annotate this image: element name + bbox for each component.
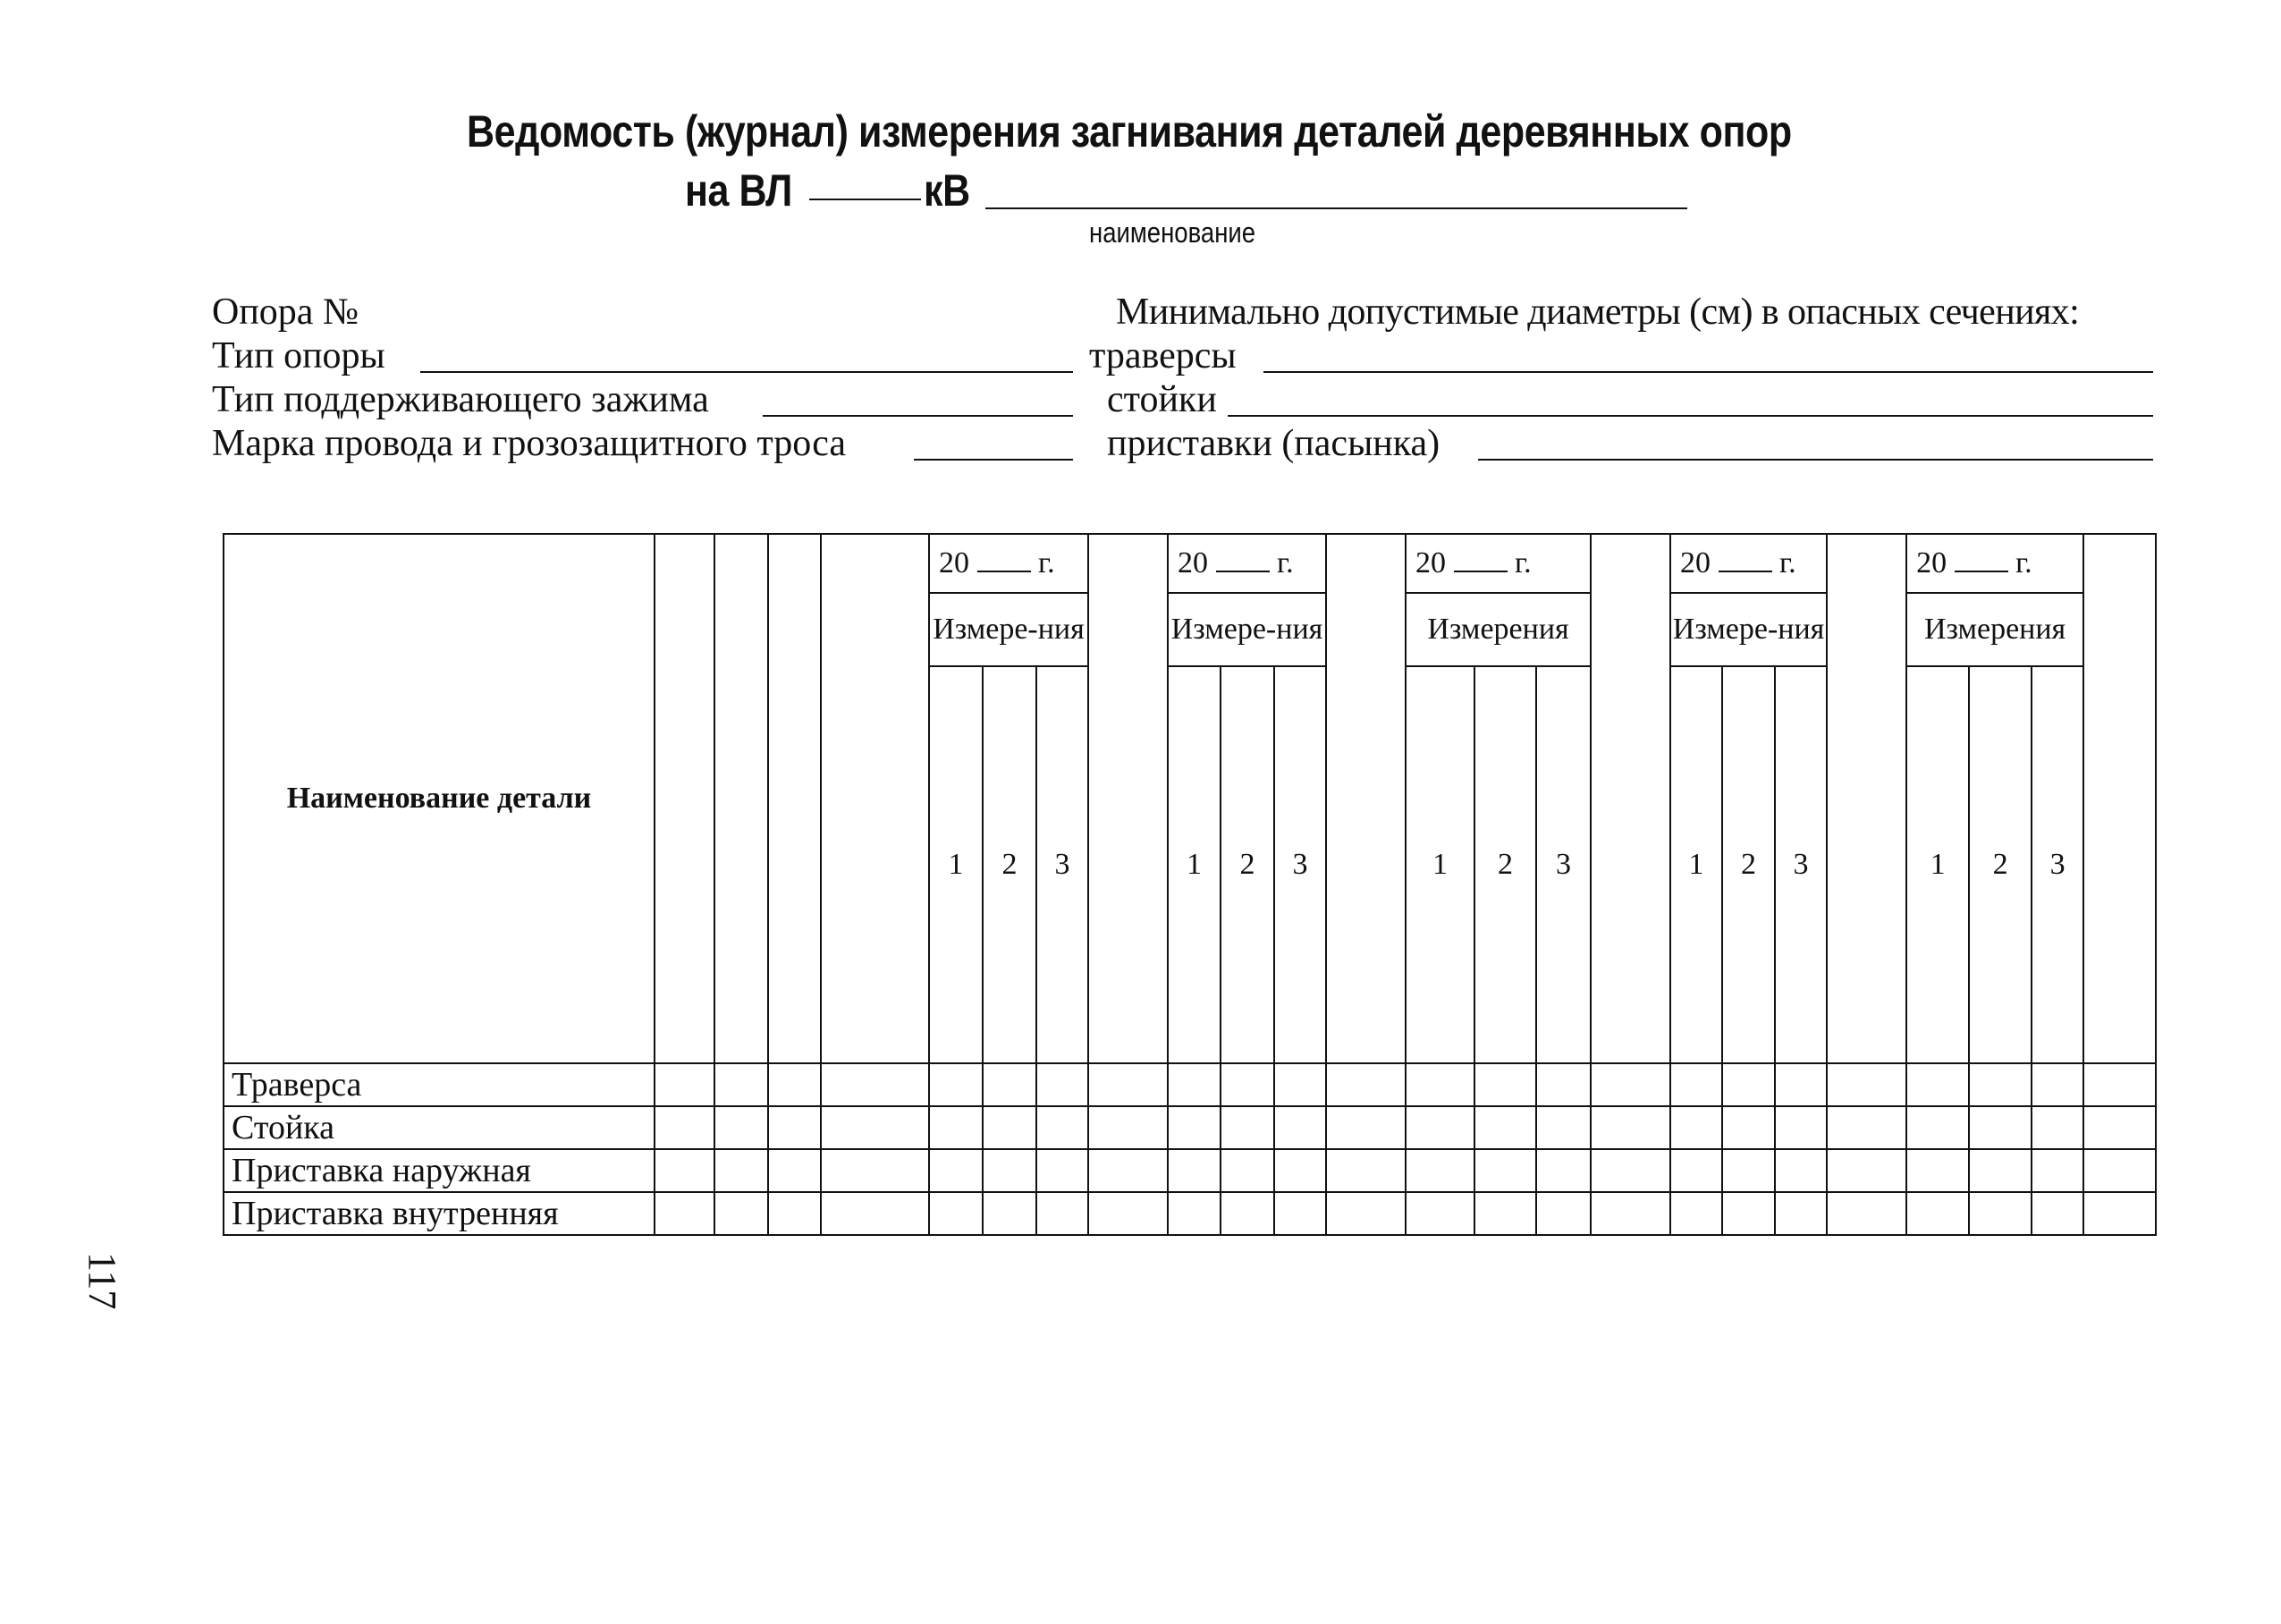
entry-cell[interactable] [1274,1192,1326,1235]
entry-cell[interactable] [1274,1063,1326,1106]
entry-cell[interactable] [2032,1063,2083,1106]
entry-cell[interactable] [1274,1149,1326,1192]
entry-cell[interactable] [1536,1063,1591,1106]
entry-cell[interactable] [1168,1106,1221,1149]
entry-cell[interactable] [1722,1063,1775,1106]
entry-cell[interactable] [768,1063,821,1106]
entry-cell[interactable] [1775,1106,1827,1149]
field-clamp-type: Тип поддерживающего зажима [212,379,709,420]
measurements-header-2: Измере-ния [1168,593,1326,666]
entry-cell[interactable] [768,1106,821,1149]
entry-cell[interactable] [655,1192,714,1235]
entry-cell[interactable] [1591,1106,1670,1149]
measure-num: 1 [1406,666,1474,1063]
measure-num: 2 [1722,666,1775,1063]
entry-cell[interactable] [1827,1149,1906,1192]
entry-cell[interactable] [768,1192,821,1235]
field-support-type: Тип опоры [212,335,385,376]
entry-cell[interactable] [1221,1192,1274,1235]
measure-num: 3 [2032,666,2083,1063]
entry-cell[interactable] [1591,1192,1670,1235]
line-name-blank [985,207,1687,209]
entry-cell[interactable] [1326,1106,1406,1149]
name-caption: наименование [1089,216,1256,249]
header-healthy-diameter-3 [1591,534,1670,1063]
entry-cell[interactable] [1326,1149,1406,1192]
measurements-header-4: Измере-ния [1670,593,1827,666]
entry-cell[interactable] [768,1149,821,1192]
entry-cell[interactable] [655,1063,714,1106]
header-actual-diameter [821,534,929,1063]
entry-cell[interactable] [1406,1106,1474,1149]
header-install-year [714,534,768,1063]
entry-cell[interactable] [1536,1192,1591,1235]
entry-cell[interactable] [1536,1149,1591,1192]
entry-cell[interactable] [983,1192,1036,1235]
row-label: Приставка внутренняя [224,1192,655,1235]
measurements-header-3: Измерения [1406,593,1591,666]
entry-cell[interactable] [1088,1063,1168,1106]
entry-cell[interactable] [1036,1149,1088,1192]
row-label: Приставка наружная [224,1149,655,1192]
entry-cell[interactable] [1906,1063,1969,1106]
entry-cell[interactable] [1088,1149,1168,1192]
table-row [224,1149,2156,1192]
entry-cell[interactable] [1221,1063,1274,1106]
header-part-name: Наименование детали [224,534,655,1063]
entry-cell[interactable] [2032,1149,2083,1192]
entry-cell[interactable] [1406,1149,1474,1192]
entry-cell[interactable] [1536,1106,1591,1149]
entry-cell[interactable] [1168,1192,1221,1235]
entry-cell[interactable] [1722,1149,1775,1192]
header-section-no [768,534,821,1063]
measure-num: 3 [1775,666,1827,1063]
year-header-4: 20 г. [1670,534,1827,593]
entry-cell[interactable] [1274,1106,1326,1149]
page-number: 117 [80,1252,124,1310]
measurements-header-1: Измере-ния [929,593,1088,666]
entry-cell[interactable] [1326,1063,1406,1106]
entry-cell[interactable] [1827,1063,1906,1106]
entry-cell[interactable] [714,1149,768,1192]
year-header-1: 20 г. [929,534,1088,593]
min-diam-heading: Минимально допустимые диаметры (см) в опасных сечениях: [1116,292,2080,333]
measurement-table [223,533,2157,1236]
entry-cell[interactable] [821,1106,929,1149]
entry-cell[interactable] [1969,1106,2032,1149]
entry-cell[interactable] [1474,1063,1536,1106]
wire-grade-blank [914,459,1073,461]
table-row [224,1192,2156,1235]
support-type-blank [420,371,1073,373]
entry-cell[interactable] [2032,1106,2083,1149]
entry-cell[interactable] [1775,1063,1827,1106]
title-line2-prefix: на ВЛ [685,165,792,216]
entry-cell[interactable] [714,1192,768,1235]
entry-cell[interactable] [714,1106,768,1149]
entry-cell[interactable] [1670,1063,1722,1106]
entry-cell[interactable] [983,1149,1036,1192]
entry-cell[interactable] [1906,1106,1969,1149]
clamp-type-blank [763,415,1073,417]
entry-cell[interactable] [929,1106,983,1149]
entry-cell[interactable] [821,1063,929,1106]
field-wire-grade: Марка провода и грозозащитного троса [212,423,847,464]
header-healthy-diameter-5 [2083,534,2156,1063]
entry-cell[interactable] [983,1063,1036,1106]
entry-cell[interactable] [1591,1063,1670,1106]
field-stub: приставки (пасынка) [1107,423,1440,464]
entry-cell[interactable] [1775,1192,1827,1235]
entry-cell[interactable] [655,1149,714,1192]
header-healthy-diameter-1 [1088,534,1168,1063]
entry-cell[interactable] [2083,1063,2156,1106]
entry-cell[interactable] [1168,1063,1221,1106]
entry-cell[interactable] [1474,1106,1536,1149]
entry-cell[interactable] [655,1106,714,1149]
entry-cell[interactable] [1326,1192,1406,1235]
entry-cell[interactable] [1168,1149,1221,1192]
measure-num: 2 [983,666,1036,1063]
row-label: Траверса [224,1063,655,1106]
header-healthy-diameter-2 [1326,534,1406,1063]
entry-cell[interactable] [1969,1192,2032,1235]
measure-num: 2 [1969,666,2032,1063]
header-detail-no [655,534,714,1063]
table-row [224,1063,2156,1106]
entry-cell[interactable] [1775,1149,1827,1192]
entry-cell[interactable] [1969,1063,2032,1106]
entry-cell[interactable] [2032,1192,2083,1235]
stub-blank [1478,459,2153,461]
entry-cell[interactable] [1827,1192,1906,1235]
year-header-3: 20 г. [1406,534,1591,593]
entry-cell[interactable] [1906,1192,1969,1235]
entry-cell[interactable] [1906,1149,1969,1192]
measure-num: 2 [1221,666,1274,1063]
entry-cell[interactable] [929,1192,983,1235]
entry-cell[interactable] [1827,1106,1906,1149]
entry-cell[interactable] [1474,1149,1536,1192]
measurements-header-5: Измерения [1906,593,2083,666]
field-post: стойки [1107,379,1217,420]
entry-cell[interactable] [1036,1063,1088,1106]
entry-cell[interactable] [1221,1149,1274,1192]
measure-num: 3 [1274,666,1326,1063]
year-header-5: 20 г. [1906,534,2083,593]
entry-cell[interactable] [1722,1192,1775,1235]
post-blank [1228,415,2153,417]
field-traverse: траверсы [1089,335,1237,376]
entry-cell[interactable] [1088,1192,1168,1235]
entry-cell[interactable] [1670,1106,1722,1149]
header-healthy-diameter-4 [1827,534,1906,1063]
measure-num: 2 [1474,666,1536,1063]
voltage-blank [809,199,921,200]
entry-cell[interactable] [714,1063,768,1106]
entry-cell[interactable] [1036,1192,1088,1235]
entry-cell[interactable] [1088,1106,1168,1149]
measure-num: 1 [1906,666,1969,1063]
row-label: Стойка [224,1106,655,1149]
entry-cell[interactable] [821,1192,929,1235]
table-row [224,1106,2156,1149]
page-title: Ведомость (журнал) измерения загнивания деталей деревянных опор [467,106,1792,156]
entry-cell[interactable] [1670,1192,1722,1235]
measure-num: 1 [1168,666,1221,1063]
measure-num: 1 [1670,666,1722,1063]
field-support-no: Опора № [212,292,359,333]
entry-cell[interactable] [1406,1192,1474,1235]
title-line2-unit: кВ [924,165,970,216]
entry-cell[interactable] [2083,1192,2156,1235]
year-header-2: 20 г. [1168,534,1326,593]
entry-cell[interactable] [1221,1106,1274,1149]
entry-cell[interactable] [983,1106,1036,1149]
traverse-blank [1263,371,2153,373]
entry-cell[interactable] [1670,1149,1722,1192]
entry-cell[interactable] [929,1149,983,1192]
entry-cell[interactable] [1969,1149,2032,1192]
entry-cell[interactable] [821,1149,929,1192]
entry-cell[interactable] [2083,1106,2156,1149]
measure-num: 3 [1536,666,1591,1063]
entry-cell[interactable] [2083,1149,2156,1192]
entry-cell[interactable] [1036,1106,1088,1149]
entry-cell[interactable] [1474,1192,1536,1235]
measure-num: 3 [1036,666,1088,1063]
entry-cell[interactable] [1406,1063,1474,1106]
entry-cell[interactable] [1591,1149,1670,1192]
entry-cell[interactable] [1722,1106,1775,1149]
entry-cell[interactable] [929,1063,983,1106]
measure-num: 1 [929,666,983,1063]
